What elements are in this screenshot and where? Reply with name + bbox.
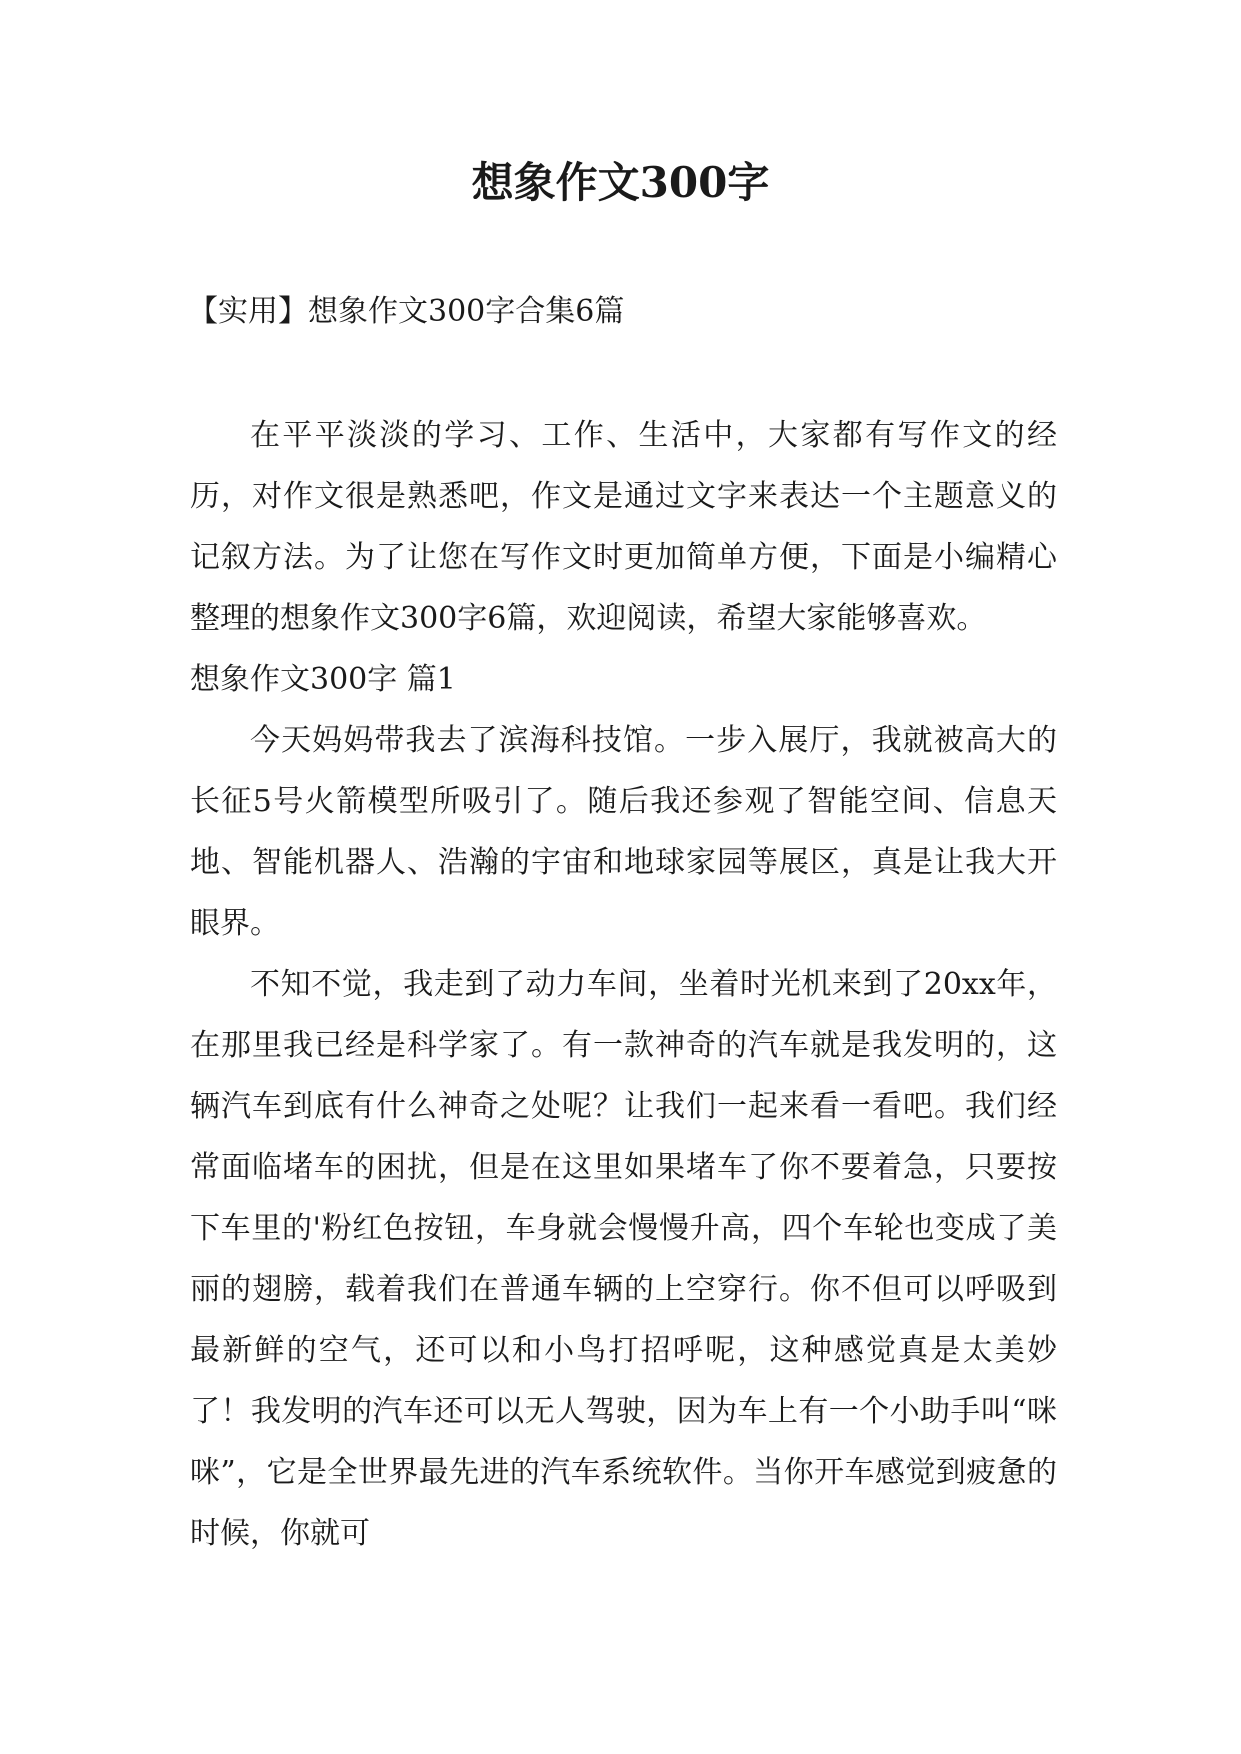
intro-paragraph: 在平平淡淡的学习、工作、生活中，大家都有写作文的经历，对作文很是熟悉吧，作文是通过文字来表达一个主题意义的记叙方法。为了让您在写作文时更加简单方便，下面是小编精心整理的想象作文300字6篇，欢迎阅读，希望大家能够喜欢。 xyxy=(190,418,1057,636)
document-subtitle: 【实用】想象作文300字合集6篇 xyxy=(188,294,625,329)
section-heading: 想象作文300字 篇1 xyxy=(190,662,456,697)
document-title: 想象作文300字 xyxy=(471,158,770,207)
body-paragraph: 不知不觉，我走到了动力车间，坐着时光机来到了20xx年，在那里我已经是科学家了。有一款神奇的汽车就是我发明的，这辆汽车到底有什么神奇之处呢？让我们一起来看一看吧。我们经常面临堵车的困扰，但是在这里如果堵车了你不要着急，只要按下车里的'粉红色按钮，车身就会慢慢升高，四个车轮也变成了美丽的翅膀，载着我们在普通车辆的上空穿行。你不但可以呼吸到最新鲜的空气，还可以和小鸟打招呼呢，这种感觉真是太美妙了！我发明的汽车还可以无人驾驶，因为车上有一个小助手叫“咪咪”，它是全世界最先进的汽车系统软件。当你开车感觉到疲惫的时候，你就可 xyxy=(190,967,1057,1551)
body-paragraph: 今天妈妈带我去了滨海科技馆。一步入展厅，我就被高大的长征5号火箭模型所吸引了。随后我还参观了智能空间、信息天地、智能机器人、浩瀚的宇宙和地球家园等展区，真是让我大开眼界。 xyxy=(190,723,1057,941)
document-body xyxy=(190,405,1057,1564)
